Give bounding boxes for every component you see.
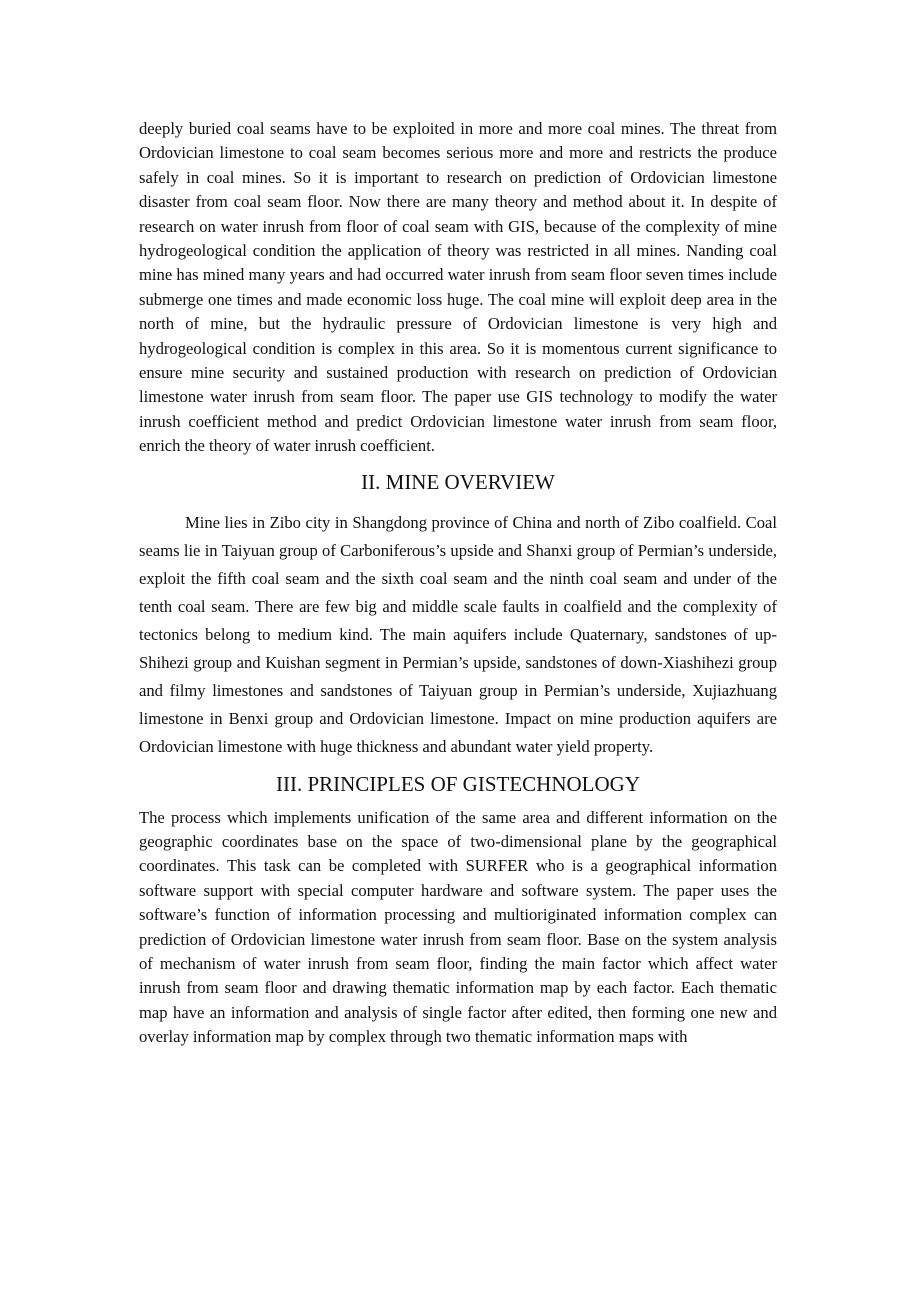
intro-continued-paragraph: deeply buried coal seams have to be exploited in more and more coal mines. The threat from Ordovician limestone to coal seam becomes serious more and more and restricts the produce safely in coal mines. So it is important to research on prediction of Ordovician limestone disaster from coal seam floor. Now there are many theory and method about it. In despite of research on water inrush from floor of coal seam with GIS, because of the complexity of mine hydrogeological condition the application of theory was restricted in all mines. Nanding coal mine has mined many years and had occurred water inrush from seam floor seven times include submerge one times and made economic loss huge. The coal mine will exploit deep area in the north of mine, but the hydraulic pressure of Ordovician limestone is very high and hydrogeological condition is complex in this area. So it is momentous current significance to ensure mine security and sustained production with research on prediction of Ordovician limestone water inrush from seam floor. The paper use GIS technology to modify the water inrush coefficient method and predict Ordovician limestone water inrush from seam floor, enrich the theory of water inrush coefficient. [139, 119, 777, 456]
gis-principles-paragraph: The process which implements unification of the same area and different information on the geographic coordinates base on the space of two-dimensional plane by the geographical coordinates. This task can be completed with SURFER who is a geographical information software support with special computer hardware and software system. The paper uses the software’s function of information processing and multioriginated information complex can prediction of Ordovician limestone water inrush from seam floor. Base on the system analysis of mechanism of water inrush from seam floor, finding the main factor which affect water inrush from seam floor and drawing thematic information map by each factor. Each thematic map have an information and analysis of single factor after edited, then forming one new and overlay information map by complex through two thematic information maps with [139, 807, 777, 1047]
mine-overview-paragraph: Mine lies in Zibo city in Shangdong province of China and north of Zibo coalfield. Coal seams lie in Taiyuan group of Carboniferous’s upside and Shanxi group of Permian’s underside, exploit the fifth coal seam and the sixth coal seam and the ninth coal seam and under of the tenth coal seam. There are few big and middle scale faults in coalfield and the complexity of tectonics belong to medium kind. The main aquifers include Quaternary, sandstones of up-Shihezi group and Kuishan segment in Permian’s upside, sandstones of down-Xiashihezi group and filmy limestones and sandstones of Taiyuan group in Permian’s underside, Xujiazhuang limestone in Benxi group and Ordovician limestone. Impact on mine production aquifers are Ordovician limestone with huge thickness and abundant water yield property. [139, 512, 777, 757]
section-heading-gis-principles: III. PRINCIPLES OF GISTECHNOLOGY [275, 771, 640, 796]
paper-page [139, 117, 777, 1050]
section-heading-mine-overview: II. MINE OVERVIEW [361, 469, 555, 494]
